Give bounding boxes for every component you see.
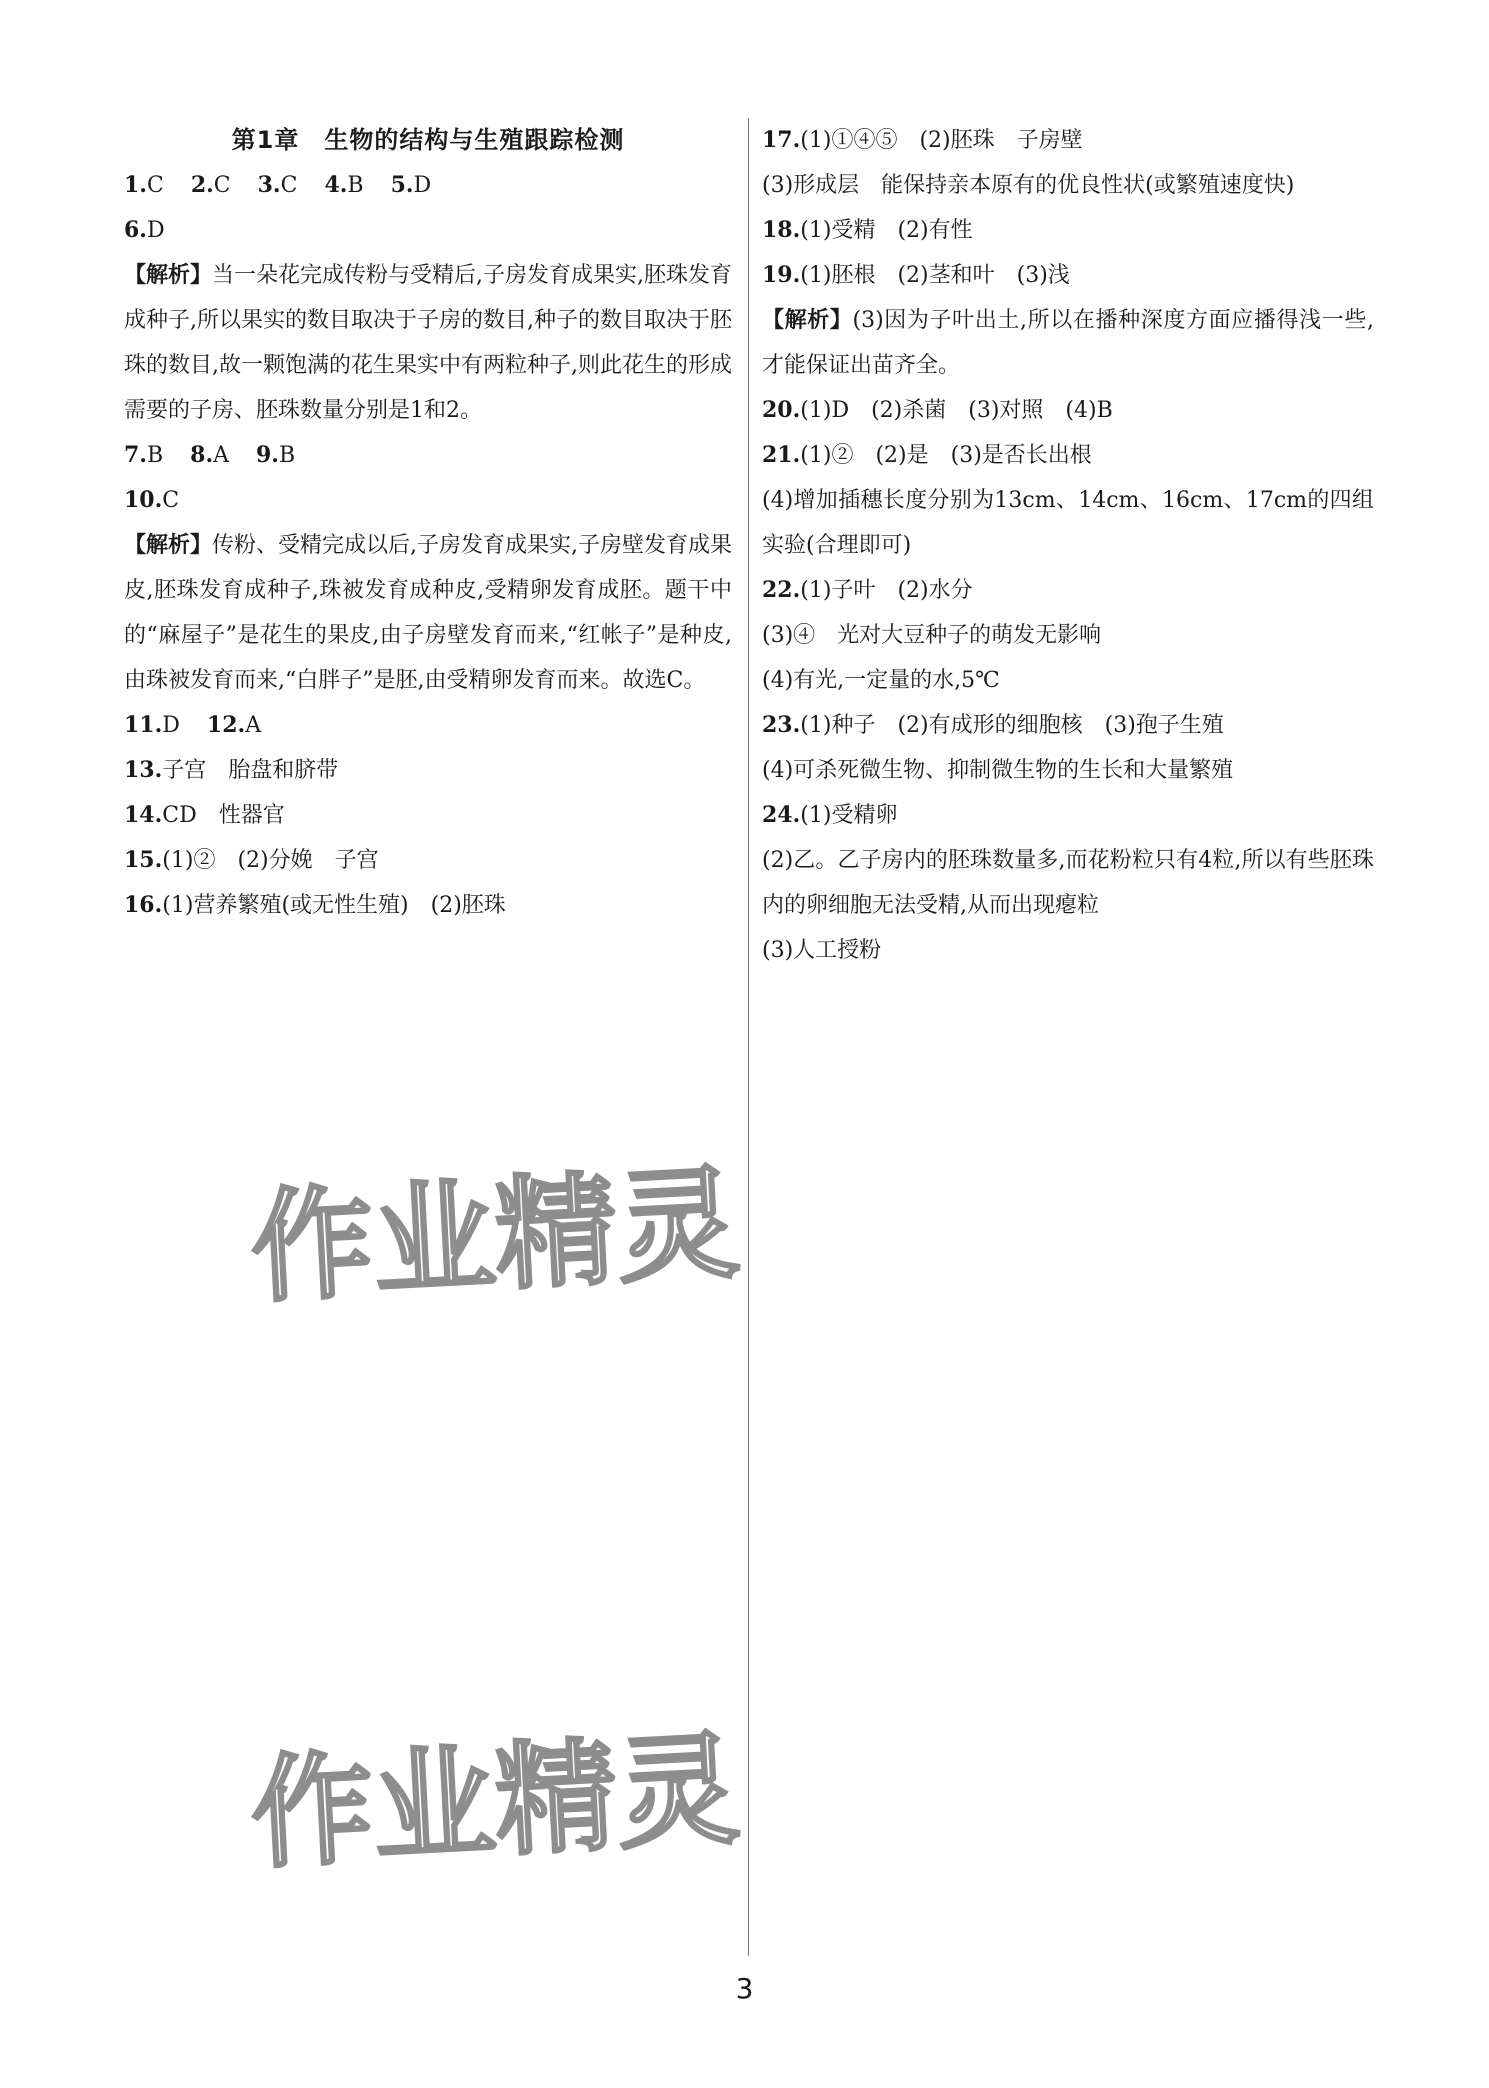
answer-14: 14.CD 性器官	[124, 802, 285, 828]
analysis-tag: 【解析】	[124, 532, 213, 558]
left-column	[124, 118, 732, 928]
answer-23: 23.(1)种子 (2)有成形的细胞核 (3)孢子生殖	[762, 712, 1224, 738]
answer-19: 19.(1)胚根 (2)茎和叶 (3)浅	[762, 262, 1070, 288]
analysis-6: 【解析】当一朵花完成传粉与受精后,子房发育成果实,胚珠发育成种子,所以果实的数目取决于子房的数目,种子的数目取决于胚珠的数目,故一颗饱满的花生果实中有两粒种子,则此花生的形成需要的子房、胚珠数量分别是1和2。	[124, 262, 733, 423]
answer-row-1-5: 1.C 2.C 3.C 4.B 5.D	[124, 172, 432, 198]
watermark-top	[241, 1147, 748, 1323]
answer-22-part4: (4)有光,一定量的水,5℃	[762, 668, 1000, 693]
analysis-tag: 【解析】	[124, 262, 213, 288]
page-number: 3	[735, 1972, 754, 2005]
answer-21-part4: (4)增加插穗长度分别为13cm、14cm、16cm、17cm的四组实验(合理即可)	[762, 488, 1374, 558]
right-column	[762, 118, 1374, 973]
column-divider	[748, 118, 749, 1956]
section-title: 第1章 生物的结构与生殖跟踪检测	[231, 126, 625, 154]
answer-24-part3: (3)人工授粉	[762, 938, 882, 963]
answer-17-part3: (3)形成层 能保持亲本原有的优良性状(或繁殖速度快)	[762, 173, 1295, 198]
answer-10: 10.C	[124, 487, 180, 513]
answer-13: 13.子宫 胎盘和脐带	[124, 757, 339, 783]
answer-24: 24.(1)受精卵	[762, 802, 898, 828]
analysis-10: 【解析】传粉、受精完成以后,子房发育成果实,子房壁发育成果皮,胚珠发育成种子,珠被发育成种皮,受精卵发育成胚。题干中的“麻屋子”是花生的果皮,由子房壁发育而来,“红帐子”是种皮,由珠被发育而来,“白胖子”是胚,由受精卵发育而来。故选C。	[124, 532, 733, 693]
watermark-text: 作业精灵	[247, 1152, 743, 1320]
watermark-bottom	[241, 1713, 748, 1889]
answer-24-part2: (2)乙。乙子房内的胚珠数量多,而花粉粒只有4粒,所以有些胚珠内的卵细胞无法受精,从而出现瘪粒	[762, 848, 1374, 918]
answer-23-part4: (4)可杀死微生物、抑制微生物的生长和大量繁殖	[762, 758, 1234, 783]
answer-22: 22.(1)子叶 (2)水分	[762, 577, 973, 603]
answer-row-7-9: 7.B 8.A 9.B	[124, 442, 296, 468]
answer-16: 16.(1)营养繁殖(或无性生殖) (2)胚珠	[124, 892, 506, 918]
answer-row-11-12: 11.D 12.A	[124, 712, 262, 738]
analysis-19: 【解析】(3)因为子叶出土,所以在播种深度方面应播得浅一些,才能保证出苗齐全。	[762, 307, 1374, 378]
answer-18: 18.(1)受精 (2)有性	[762, 217, 973, 243]
watermark-text: 作业精灵	[247, 1718, 743, 1886]
answer-22-part3: (3)④ 光对大豆种子的萌发无影响	[762, 623, 1102, 648]
answer-21: 21.(1)② (2)是 (3)是否长出根	[762, 442, 1092, 468]
answer-6: 6.D	[124, 217, 165, 243]
answer-15: 15.(1)② (2)分娩 子宫	[124, 847, 379, 873]
analysis-tag: 【解析】	[762, 307, 853, 333]
answer-17: 17.(1)①④⑤ (2)胚珠 子房壁	[762, 127, 1083, 153]
answer-20: 20.(1)D (2)杀菌 (3)对照 (4)B	[762, 397, 1113, 423]
